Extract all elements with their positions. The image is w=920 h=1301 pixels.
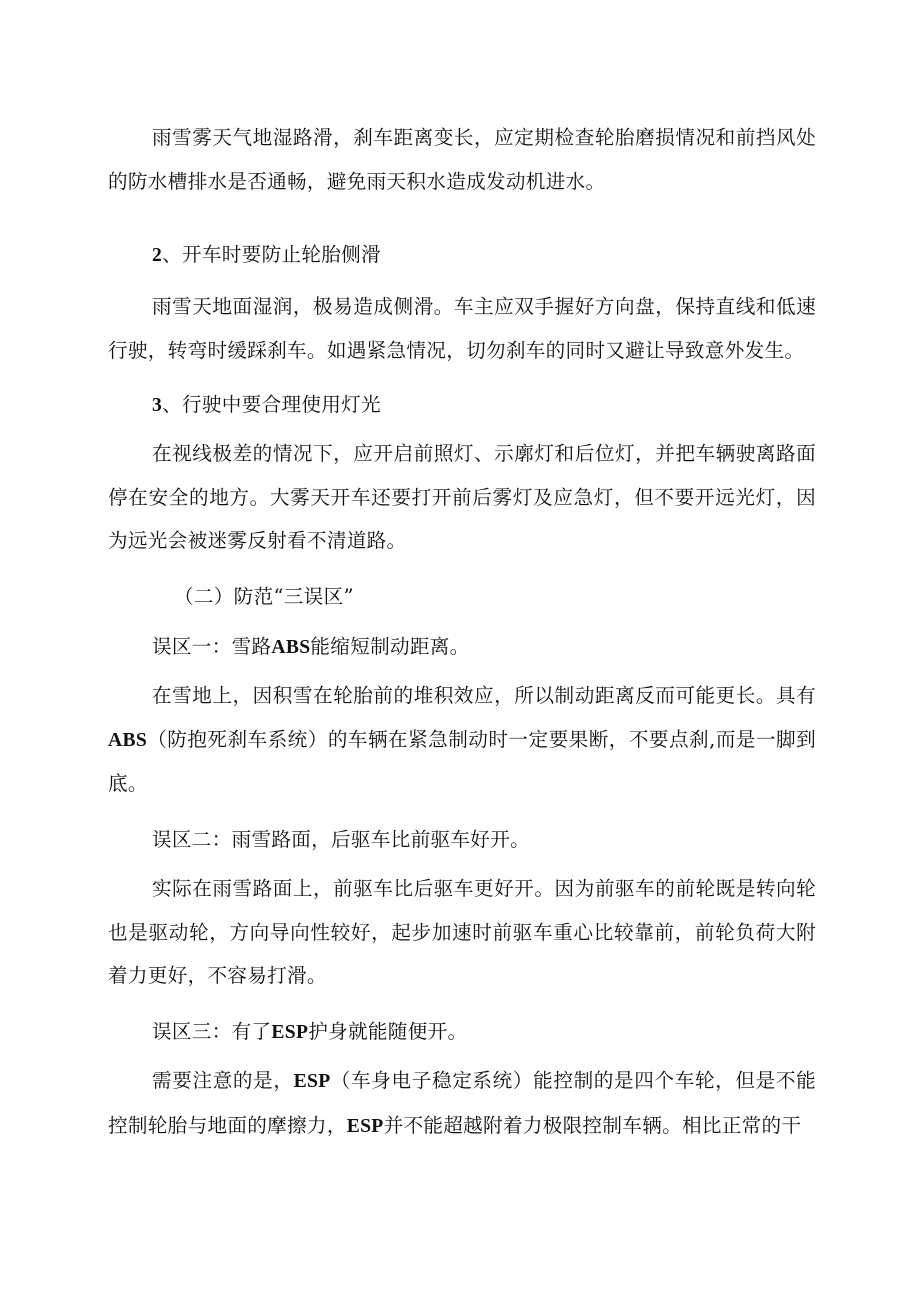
paragraph-text: 雨雪天地面湿润，极易造成侧滑。车主应双手握好方向盘，保持直线和低速行驶，转弯时缓踩刹车。如遇紧急情况，切勿刹车的同时又避让导致意外发生。 [108, 295, 816, 362]
text-run: 能缩短制动距离。 [310, 635, 470, 658]
paragraph-skid [108, 285, 816, 372]
heading-prevent-skid [108, 233, 816, 278]
paragraph-lights [108, 432, 816, 563]
heading-number: 2 [152, 245, 163, 266]
text-run: 误区三：有了 [152, 1020, 272, 1043]
text-run: 并不能超越附着力极限控制车辆。相比正常的干 [383, 1113, 802, 1137]
heading-use-lights [108, 383, 816, 428]
paragraph-text: 误区二：雨雪路面，后驱车比前驱车好开。 [152, 828, 530, 851]
text-run: 在雪地上，因积雪在轮胎前的堆积效应，所以制动距离反而可能更长。具有 [152, 684, 816, 707]
text-run: （车身电子稳定系统）能控制的是四个车轮，但是不能控制轮胎与地面的摩擦力， [108, 1069, 816, 1137]
misconception-three [108, 1010, 816, 1055]
misconception-one [108, 625, 816, 670]
text-run: 需要注意的是， [152, 1069, 294, 1092]
text-run: 护身就能随便开。 [308, 1020, 468, 1043]
heading-text: 、开车时要防止轮胎侧滑 [162, 243, 381, 266]
paragraph-text: 在视线极差的情况下，应开启前照灯、示廓灯和后位灯，并把车辆驶离路面停在安全的地方。大雾天开车还要打开前后雾灯及应急灯，但不要开远光灯，因为远光会被迷雾反射看不清道路。 [108, 442, 816, 552]
text-run-bold: ESP [293, 1071, 331, 1092]
paragraph-text: 雨雪雾天气地湿路滑，刹车距离变长，应定期检查轮胎磨损情况和前挡风处的防水槽排水是否通畅，避免雨天积水造成发动机进水。 [108, 126, 816, 193]
text-run-bold: ABS [271, 637, 311, 658]
text-run: 误区一：雪路 [152, 635, 272, 658]
heading-text: 、行驶中要合理使用灯光 [162, 393, 381, 416]
text-run-bold: ESP [346, 1115, 384, 1137]
misconception-two [108, 818, 816, 862]
paragraph-front-drive [108, 867, 816, 998]
paragraph-wet-roads [108, 116, 816, 203]
paragraph-text: 实际在雨雪路面上，前驱车比后驱车更好开。因为前驱车的前轮既是转向轮也是驱动轮，方向导向性较好，起步加速时前驱车重心比较靠前，前轮负荷大附着力更好，不容易打滑。 [108, 877, 816, 987]
section-heading-misconceptions [108, 575, 816, 619]
text-run-bold: ABS [108, 729, 148, 751]
heading-number: 3 [152, 395, 163, 416]
paragraph-esp [108, 1059, 816, 1148]
section-heading-text: （二）防范“三误区” [174, 585, 354, 608]
text-run-bold: ESP [271, 1022, 309, 1043]
paragraph-abs [108, 674, 816, 806]
text-run: （防抱死刹车系统）的车辆在紧急制动时一定要果断，不要点刹,而是一脚到底。 [108, 727, 816, 795]
